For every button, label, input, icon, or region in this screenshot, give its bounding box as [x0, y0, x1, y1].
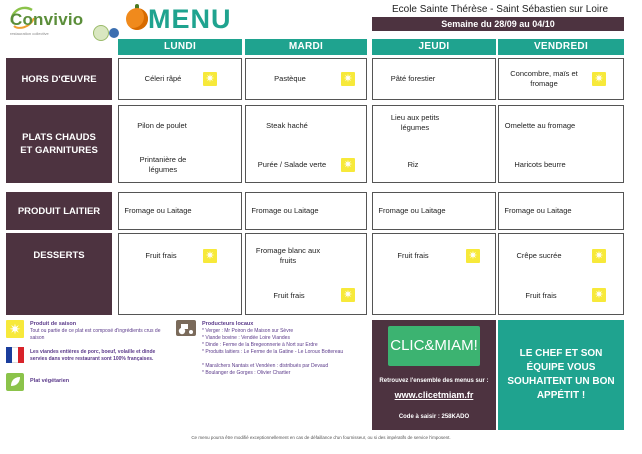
dish-jeudi-dessert: Fruit frais: [397, 251, 429, 260]
label-badge-icon: [93, 25, 109, 41]
dish-mardi-garniture: Purée / Salade verte: [257, 160, 327, 169]
clic-miam-panel: [372, 320, 496, 430]
legend-saison-title: Produit de saison: [30, 321, 77, 327]
legend-locaux-line: * Produits laitiers : Le Ferme de la Gatine - Le Loroux Bottereau: [202, 349, 344, 355]
dish-mardi-laitier: Fromage ou Laitage: [251, 206, 319, 215]
dish-lundi-dessert: Fruit frais: [145, 251, 177, 260]
legend-locaux-title: Producteurs locaux: [202, 321, 254, 327]
school-name: Ecole Sainte Thérèse - Saint Sébastien sur Loire: [391, 4, 609, 15]
clic-url-link[interactable]: www.clicetmiam.fr: [394, 390, 474, 400]
dish-vendredi-plat: Omelette au fromage: [504, 121, 576, 130]
dish-jeudi-laitier: Fromage ou Laitage: [378, 206, 446, 215]
brand-tagline: restauration collective: [10, 31, 49, 36]
dish-jeudi-garniture: Riz: [407, 160, 419, 169]
legend-locaux-line: * Verger : Mr Poiron de Maison sur Sèvre: [202, 328, 294, 334]
dish-mardi-plat: Steak haché: [266, 121, 308, 130]
row-header-laitier: PRODUIT LAITIER: [6, 192, 112, 230]
legend-locaux-line: * Dinde : Ferme de la Bregeonnerie à Nort sur Erdre: [202, 342, 318, 348]
dish-lundi-garniture: Printanière de légumes: [139, 155, 187, 174]
seasonal-star-icon: ✷: [203, 249, 217, 263]
legend-viandes-text: Les viandes entières de porc, boeuf, volaille et dinde servies dans votre restaurant sont 100% françaises.: [30, 349, 156, 362]
menu-cell: [498, 105, 624, 183]
convivio-logo: [6, 4, 92, 38]
legend-vege-title: Plat végétarien: [30, 378, 70, 384]
dish-vendredi-laitier: Fromage ou Laitage: [504, 206, 572, 215]
vegetarian-leaf-icon: [6, 373, 24, 391]
row-header-plats: PLATS CHAUDS ET GARNITURES: [6, 105, 112, 183]
dish-vendredi-dessert-2: Fruit frais: [525, 291, 557, 300]
row-header-desserts: DESSERTS: [6, 233, 112, 315]
seasonal-star-icon: ✷: [341, 72, 355, 86]
seasonal-star-icon: ✷: [592, 249, 606, 263]
legend-locaux-line: * Boulanger de Gorges : Olivier Chartier: [202, 370, 291, 376]
seasonal-star-icon: ✷: [341, 288, 355, 302]
week-range: Semaine du 28/09 au 04/10: [372, 17, 624, 31]
day-header-jeudi: JEUDI: [372, 39, 496, 55]
dish-mardi-dessert-2: Fruit frais: [273, 291, 305, 300]
dish-mardi-dessert: Fromage blanc aux fruits: [255, 246, 321, 265]
dish-vendredi-dessert: Crêpe sucrée: [516, 251, 562, 260]
menu-cell: [372, 233, 496, 315]
tractor-icon: [176, 320, 196, 336]
legend-locaux-line: * Maraîchers Nantais et Vendéen : distribués par Devaud: [202, 363, 329, 369]
brand-name: Convivio: [10, 10, 84, 29]
clic-code: Code à saisir : 258KADO: [398, 414, 470, 420]
seasonal-star-icon: ✷: [6, 320, 24, 338]
seasonal-star-icon: ✷: [341, 158, 355, 172]
dish-lundi-entree: Céleri râpé: [144, 74, 182, 83]
chef-message: LE CHEF ET SON ÉQUIPE VOUS SOUHAITENT UN BON APPÉTIT !: [498, 320, 624, 430]
dish-lundi-laitier: Fromage ou Laitage: [124, 206, 192, 215]
row-header-hors-doeuvre: HORS D'ŒUVRE: [6, 58, 112, 100]
footer-disclaimer: Ce menu pourra être modifié exceptionnellement en cas de défaillance d'un fournisseur, ou si des impératifs de service l'imposent.: [191, 435, 451, 440]
legend-saison-text: Tout ou partie de ce plat est composé d'ingrédients crus de saison: [30, 328, 161, 341]
seasonal-star-icon: ✷: [592, 72, 606, 86]
french-flag-icon: [6, 347, 24, 363]
seasonal-star-icon: ✷: [592, 288, 606, 302]
label-badge-icon: [109, 28, 119, 38]
dish-jeudi-entree: Pâté forestier: [390, 74, 436, 83]
dish-jeudi-plat: Lieu aux petits légumes: [390, 113, 440, 132]
clic-miam-logo: CLIC&MIAM!: [388, 326, 480, 366]
menu-cell: [118, 233, 242, 315]
pumpkin-icon: [126, 8, 148, 30]
dish-mardi-entree: Pastèque: [274, 74, 306, 83]
page-title: MENU: [148, 4, 232, 34]
day-header-vendredi: VENDREDI: [498, 39, 624, 55]
seasonal-star-icon: ✷: [203, 72, 217, 86]
day-header-lundi: LUNDI: [118, 39, 242, 55]
legend-locaux-line: * Viande bovine : Vendée Loire Viandes: [202, 335, 290, 341]
day-header-mardi: MARDI: [245, 39, 367, 55]
seasonal-star-icon: ✷: [466, 249, 480, 263]
clic-intro: Retrouvez l'ensemble des menus sur :: [379, 378, 489, 384]
dish-vendredi-garniture: Haricots beurre: [514, 160, 566, 169]
dish-vendredi-entree: Concombre, maïs et fromage: [510, 69, 578, 88]
dish-lundi-plat: Pilon de poulet: [137, 121, 187, 130]
menu-cell: [498, 233, 624, 315]
